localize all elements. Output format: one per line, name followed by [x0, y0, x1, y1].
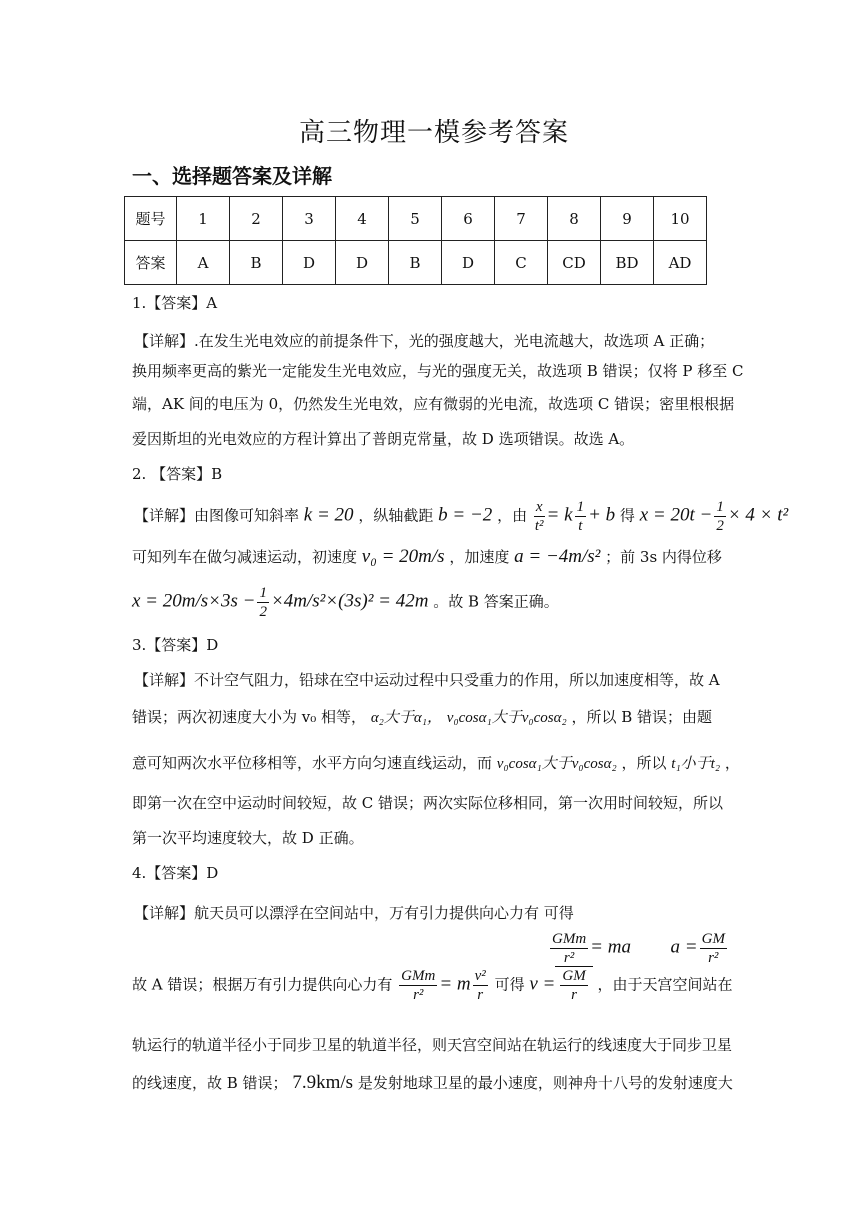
q2-formula: ×4m/s²×(3s)² = 42m [270, 590, 429, 612]
table-cell: CD [548, 241, 601, 285]
q3-line: 即第一次在空中运动时间较短，故 C 错误；两次实际位移相同，第一次用时间较短，所以 [132, 794, 724, 812]
q4-formula-gravity: $\frac{\text{GMm}}{\text{r²}}$ = ma a = $\frac{GM}{\text{r²}}$ [552, 931, 725, 966]
q3-answer: 3.【答案】D [132, 636, 219, 654]
q3-formula: v₀cosα₁大于v₀cosα₂ [446, 710, 567, 726]
row-label-number: 题号 [125, 197, 177, 241]
table-cell: C [495, 241, 548, 285]
q1-answer: 1.【答案】A [132, 294, 218, 312]
q2-formula: x = 20m/s×3s − [132, 590, 256, 612]
page-title: 高三物理一模参考答案 [298, 118, 569, 148]
q4-answer: 4.【答案】D [132, 864, 219, 882]
q2-answer: 2. 【答案】B [132, 465, 223, 483]
q2-formula: b = −2 [438, 504, 493, 526]
q4-line [132, 1072, 733, 1094]
q4-text: ，由于天宫空间站在 [597, 975, 733, 994]
table-cell: A [177, 241, 230, 285]
table-row-answers [125, 241, 707, 285]
q4-line: 故 A 错误；根据万有引力提供向心力有 $\frac{\text{GMm}}{\text{r²}}$ = m $\frac{\text{v²}}{r}$ 可得 v = $\frac{GM}{r}$ ，由于天宫空间站在 [132, 968, 733, 1003]
q4-text: 【详解】航天员可以漂浮在空间站中，万有引力提供向心力有 [134, 904, 540, 922]
table-cell: 9 [601, 197, 654, 241]
q2-text: 【详解】由图像可知斜率 [134, 506, 300, 525]
q3-text: 意可知两次水平位移相等，水平方向匀速直线运动，而 [132, 754, 493, 772]
q3-line: 第一次平均速度较大，故 D 正确。 [132, 829, 364, 847]
q2-text: ；前 3s 内得位移 [605, 548, 722, 566]
table-cell: 4 [336, 197, 389, 241]
q2-line [132, 546, 722, 568]
table-cell: 6 [442, 197, 495, 241]
table-cell: 3 [283, 197, 336, 241]
q3-text: ，所以 [621, 754, 667, 772]
table-cell: D [336, 241, 389, 285]
table-row-numbers [125, 197, 707, 241]
q3-text: ， [724, 754, 740, 772]
fraction-half: $\frac{1}{2}$ [259, 585, 267, 620]
table-cell: 1 [177, 197, 230, 241]
q3-line: 【详解】不计空气阻力，铅球在空中运动过程中只受重力的作用，所以加速度相等，故 A [134, 671, 720, 689]
q3-formula: t₁小于t₂ [671, 756, 721, 772]
q1-line: 端，AK 间的电压为 0，仍然发生光电效，应有微弱的光电流，故选项 C 错误；密里根根据 [132, 395, 735, 413]
q1-line: 换用频率更高的紫光一定能发生光电效应，与光的强度无关，故选项 B 错误；仅将 P 移至 C [132, 362, 744, 380]
q2-text: ，纵轴截距 [358, 506, 434, 525]
q2-text: 可知列车在做匀减速运动，初速度 [132, 548, 358, 566]
table-cell: AD [654, 241, 707, 285]
q4-text: 的线速度，故 B 错误； [132, 1074, 288, 1092]
q2-formula: v₀ = 20m/s [361, 546, 445, 567]
q2-formula: a = −4m/s² [514, 546, 601, 567]
q1-line: 爱因斯坦的光电效应的方程计算出了普朗克常量，故 D 选项错误。故选 A。 [132, 430, 635, 448]
q2-text: ，加速度 [449, 548, 510, 566]
q3-line [132, 706, 712, 729]
fraction-x-over-t2: $\frac{x}{\text{t²}}$ [534, 499, 544, 534]
table-cell: 5 [389, 197, 442, 241]
q3-formula: v₀cosα₁大于v₀cosα₂ [496, 756, 617, 772]
q4-formula: 7.9km/s [292, 1072, 354, 1093]
table-cell: B [230, 241, 283, 285]
q2-line: 【详解】由图像可知斜率 k = 20 ，纵轴截距 b = −2 ，由 $\frac{x}{\text{t²}}$ = k $\frac{1}{t}$ + b 得 x = 20t − $\frac{1}{2}$ × 4 × t² [134, 499, 789, 534]
q2-text: ，由 [497, 506, 528, 525]
q4-text: 是发射地球卫星的最小速度，则神舟十八号的发射速度大 [357, 1074, 733, 1092]
q3-formula: α₂大于α₁， [370, 710, 442, 726]
q2-formula: k = 20 [303, 504, 354, 526]
table-cell: B [389, 241, 442, 285]
fraction-half: $\frac{1}{2}$ [716, 499, 724, 534]
table-cell: 8 [548, 197, 601, 241]
answer-table [124, 196, 707, 285]
section-heading: 一、选择题答案及详解 [132, 164, 332, 188]
q4-line: 轨运行的轨道半径小于同步卫星的轨道半径，则天宫空间站在轨运行的线速度大于同步卫星 [132, 1036, 733, 1054]
fraction-1-over-t: $\frac{1}{t}$ [576, 499, 585, 534]
table-cell: 7 [495, 197, 548, 241]
q4-line [134, 902, 574, 924]
table-cell: BD [601, 241, 654, 285]
table-cell: 10 [654, 197, 707, 241]
q2-line [132, 584, 559, 621]
q4-text: 可得 [494, 975, 525, 994]
q3-text: ，所以 B 错误；由题 [571, 708, 713, 726]
q1-line: 【详解】.在发生光电效应的前提条件下，光的强度越大，光电流越大，故选项 A 正确； [134, 332, 715, 350]
q4-text: 故 A 错误；根据万有引力提供向心力有 [132, 975, 393, 994]
table-cell: D [283, 241, 336, 285]
q3-line [132, 752, 740, 775]
row-label-answer: 答案 [125, 241, 177, 285]
q2-text: 得 [619, 506, 635, 525]
q3-text: 错误；两次初速度大小为 v₀ 相等， [132, 708, 367, 726]
q2-text: 。故 B 答案正确。 [433, 592, 559, 611]
table-cell: 2 [230, 197, 283, 241]
table-cell: D [442, 241, 495, 285]
q4-text: 可得 [543, 904, 574, 922]
